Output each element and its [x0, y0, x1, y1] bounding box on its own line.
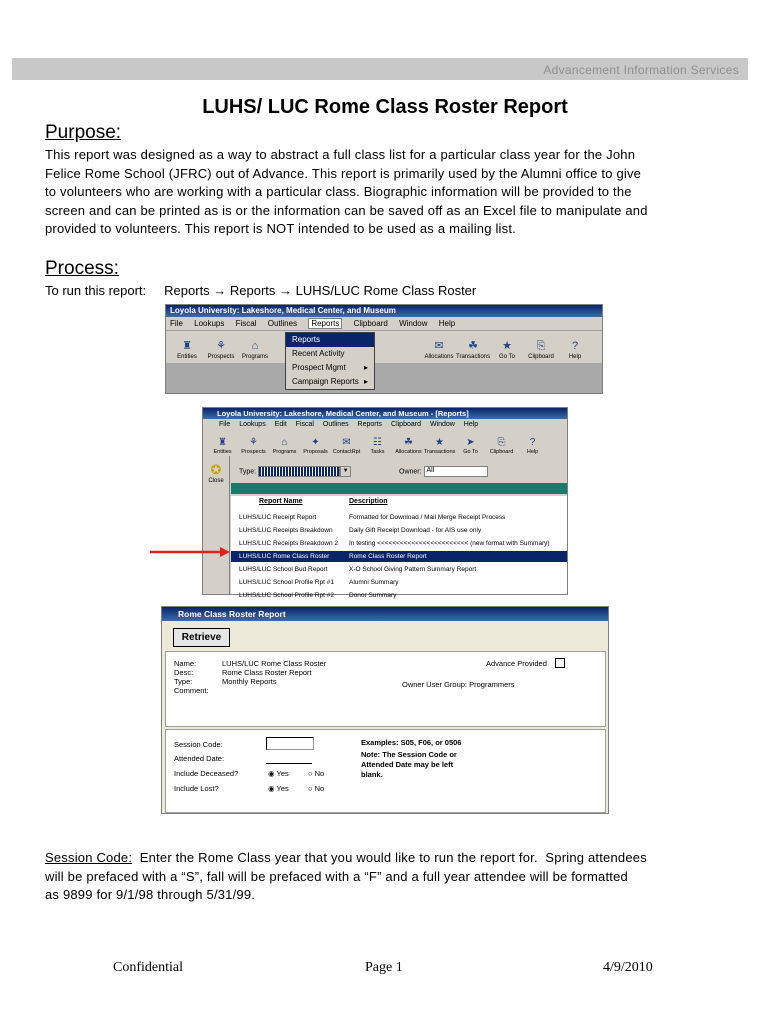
deceased-no-radio[interactable] [308, 769, 324, 778]
list-item[interactable] [231, 525, 567, 536]
menu-item-campaign-reports[interactable] [286, 375, 374, 389]
footer-date: 4/9/2010 [603, 960, 653, 975]
screenshot-report-parameters [161, 606, 609, 814]
type-label: Type: [239, 468, 257, 476]
button-label: ContactRpt [332, 449, 361, 455]
toolbar-prospects-button[interactable] [204, 339, 238, 361]
purpose-line: provided to volunteers. This report is NOT intended to be used as a mailing list. [45, 221, 516, 236]
radio-empty-icon: ○ [308, 784, 313, 793]
type-value: Monthly Reports [222, 677, 277, 686]
attended-date-label: Attended Date: [174, 754, 225, 763]
run-label: To run this report: [45, 283, 147, 298]
button-label: Clipboard [528, 354, 554, 360]
type-filter [239, 466, 351, 477]
window-title: Loyola University: Lakeshore, Medical Center, and Museum [166, 305, 602, 317]
transactions-icon: ★ [435, 437, 444, 448]
report-name: LUHS/LUC Receipt Report [239, 514, 317, 521]
button-label: Proposals [303, 449, 328, 455]
toolbar-proposals-button[interactable] [300, 436, 331, 456]
purpose-text [45, 146, 735, 239]
lost-yes-radio[interactable] [268, 784, 289, 793]
toolbar-tasks-button[interactable] [362, 436, 393, 456]
list-item[interactable] [231, 590, 567, 601]
list-item[interactable] [231, 538, 567, 549]
toolbar-allocations-button[interactable] [422, 339, 456, 361]
report-name: LUHS/LUC Receipts Breakdown 2 [239, 540, 338, 547]
button-label: Help [568, 354, 582, 360]
header-bar [12, 58, 748, 80]
menu-window[interactable]: Window [399, 319, 428, 328]
button-label: Help [526, 449, 539, 455]
report-desc: Alumni Summary [349, 579, 399, 586]
menu-help[interactable]: Help [438, 319, 456, 328]
org-name: Advancement Information Services [543, 63, 739, 77]
owner-select[interactable]: All [424, 466, 488, 477]
report-desc: Donor Summary [349, 592, 397, 599]
toolbar-transactions-button[interactable] [456, 339, 490, 361]
run-instructions [45, 283, 476, 298]
note-line: Note: The Session Code or [361, 750, 457, 759]
report-name: LUHS/LUC Rome Class Roster [239, 553, 330, 560]
session-text: Enter the Rome Class year that you would like to run the report for. Spring attendees [132, 850, 647, 865]
button-label: Allocations [424, 354, 454, 360]
menu-edit[interactable]: Edit [274, 421, 287, 428]
programs-icon: ⌂ [251, 340, 259, 352]
name-value: LUHS/LUC Rome Class Roster [222, 659, 327, 668]
menu-lookups[interactable]: Lookups [194, 319, 225, 328]
button-label: Transactions [456, 354, 491, 360]
button-label: Tasks [370, 449, 385, 455]
toolbar-entities-button[interactable] [170, 339, 204, 361]
toolbar [203, 430, 567, 456]
submenu-arrow-icon: ▸ [363, 363, 368, 372]
button-label: Clipboard [489, 449, 514, 455]
document-title: LUHS/ LUC Rome Class Roster Report [202, 96, 568, 118]
button-label: Entities [177, 354, 197, 360]
attended-date-input[interactable] [266, 763, 312, 764]
report-name: LUHS/LUC Receipts Breakdown [239, 527, 333, 534]
button-label: Allocations [395, 449, 422, 455]
session-code-paragraph [45, 849, 735, 905]
owner-label: Owner: [399, 468, 422, 476]
parameters-panel [165, 729, 606, 813]
include-lost-label: Include Lost? [174, 784, 219, 793]
session-code-input[interactable] [266, 737, 314, 750]
session-line: will be prefaced with a “S”, fall will be prefaced with a “F” and a full year attendee will be formatted [45, 868, 628, 884]
toolbar-prospects-button[interactable] [238, 436, 269, 456]
menu-reports[interactable]: Reports [308, 318, 342, 329]
button-label: Programs [272, 449, 297, 455]
toolbar-entities-button[interactable] [207, 436, 238, 456]
button-label: Go To [499, 354, 515, 360]
goto-icon: ★ [502, 340, 512, 352]
menu-bar [203, 419, 567, 430]
radio-empty-icon: ○ [308, 769, 313, 778]
button-label: Programs [241, 354, 268, 360]
window-title: Rome Class Roster Report [162, 607, 608, 621]
menu-bar [166, 317, 602, 331]
session-code-label: Session Code: [174, 740, 223, 749]
toolbar-programs-button[interactable] [269, 436, 300, 456]
retrieve-button[interactable]: Retrieve [173, 628, 230, 647]
menu-fiscal[interactable]: Fiscal [235, 319, 257, 328]
advance-provided-label: Advance Provided [486, 659, 547, 668]
toolbar-contactrpt-button[interactable] [331, 436, 362, 456]
toolbar-help-button[interactable] [517, 436, 548, 456]
toolbar-goto-button[interactable] [490, 339, 524, 361]
type-label: Type: [174, 677, 193, 686]
screenshot-reports-menu [165, 304, 603, 394]
process-heading: Process: [45, 258, 119, 279]
report-name: LUHS/LUC School Profile Rpt #2 [239, 592, 335, 599]
report-list [231, 496, 567, 599]
desc-label: Desc: [174, 668, 194, 677]
column-header-description: Description [349, 498, 388, 505]
menu-item-label: Prospect Mgmt [292, 363, 346, 372]
purpose-heading: Purpose: [45, 122, 122, 143]
report-desc: Rome Class Roster Report [349, 553, 427, 560]
menu-outlines[interactable]: Outlines [267, 319, 298, 328]
report-desc: X-O School Giving Pattern Summary Report [349, 566, 477, 573]
deceased-yes-radio[interactable] [268, 769, 289, 778]
list-item[interactable] [231, 512, 567, 523]
footer-page-number: Page 1 [365, 960, 403, 975]
menu-window[interactable]: Window [429, 421, 455, 428]
owner-group-label: Owner User Group: Programmers [402, 680, 515, 689]
clipboard-icon: ⎘ [536, 340, 546, 352]
report-info-panel [165, 651, 606, 727]
toolbar-help-button[interactable] [558, 339, 592, 361]
column-header-name: Report Name [259, 498, 303, 505]
menu-clipboard[interactable]: Clipboard [391, 421, 421, 428]
help-icon: ? [571, 340, 579, 352]
button-label: Prospects [241, 449, 266, 455]
menu-lookups[interactable]: Lookups [239, 421, 266, 428]
menu-help[interactable]: Help [463, 421, 479, 428]
name-label: Name: [174, 659, 197, 668]
toolbar [166, 331, 602, 361]
prospects-icon: ⚘ [216, 340, 226, 352]
radio-label: Yes [276, 784, 289, 793]
reports-dropdown [285, 332, 375, 390]
radio-label: Yes [276, 769, 289, 778]
toolbar-allocations-button[interactable] [393, 436, 424, 456]
purpose-line: Felice Rome School (JFRC) out of Advance. This report is primarily used by the Alumni office to give [45, 165, 642, 181]
clipboard-icon: ⎘ [497, 437, 506, 448]
purpose-line: This report was designed as a way to abstract a full class list for a particular class year for the John [45, 147, 636, 162]
button-label: Go To [463, 449, 478, 455]
report-name: LUHS/LUC School Bud Report [239, 566, 328, 573]
report-desc: Formatted for Download / Mail Merge Receipt Process [349, 514, 506, 521]
tasks-icon: ☷ [373, 437, 382, 448]
radio-selected-icon: ◉ [268, 784, 275, 793]
goto-icon: ➤ [466, 437, 475, 448]
radio-label: No [314, 784, 325, 793]
window-title: Loyola University: Lakeshore, Medical Center, and Museum - [Reports] [203, 408, 567, 419]
close-label: Close [208, 478, 224, 484]
purpose-line: screen and can be printed as is or the information can be saved off as an Excel file to manipulate and [45, 202, 648, 218]
menu-item-reports[interactable]: Reports [286, 333, 374, 347]
include-deceased-label: Include Deceased? [174, 769, 239, 778]
run-path: Reports → Reports → LUHS/LUC Rome Class Roster [164, 283, 477, 298]
toolbar-programs-button[interactable] [238, 339, 272, 361]
examples-text: Examples: S05, F06, or 0506 [361, 738, 462, 747]
menu-fiscal[interactable]: Fiscal [295, 421, 314, 428]
note-line: blank. [361, 770, 383, 779]
type-select[interactable] [258, 466, 340, 477]
report-desc: Daily Gift Receipt Download - for AIS use only [349, 527, 482, 534]
list-item[interactable] [231, 564, 567, 575]
prospects-icon: ⚘ [249, 437, 258, 448]
session-label: Session Code: [45, 850, 133, 865]
advance-provided-checkbox[interactable] [555, 658, 565, 668]
owner-filter [399, 466, 488, 477]
screenshot-reports-list [202, 407, 568, 599]
toolbar-clipboard-button[interactable] [524, 339, 558, 361]
toolbar-clipboard-button[interactable] [486, 436, 517, 456]
toolbar-goto-button[interactable] [455, 436, 486, 456]
chevron-down-icon[interactable]: ▼ [340, 466, 351, 477]
desc-value: Rome Class Roster Report [222, 668, 312, 677]
session-line: as 9899 for 9/1/98 through 5/31/99. [45, 887, 256, 902]
submenu-arrow-icon: ▸ [363, 377, 368, 386]
close-icon[interactable]: ✪ [210, 462, 222, 477]
list-header-bar [231, 483, 567, 494]
radio-selected-icon: ◉ [268, 769, 275, 778]
help-icon: ? [529, 437, 536, 448]
contact-report-icon: ✉ [342, 437, 351, 448]
side-panel [203, 456, 230, 594]
allocations-icon: ☘ [404, 437, 413, 448]
entities-icon: ♜ [218, 437, 227, 448]
button-label: Transactions [424, 449, 456, 455]
menu-item-prospect-mgmt[interactable] [286, 361, 374, 375]
purpose-line: to volunteers who are working with a particular class. Biographic information will be provided to the [45, 184, 632, 199]
menu-item-recent-activity[interactable]: Recent Activity [292, 349, 345, 358]
allocations-icon: ✉ [434, 340, 444, 352]
menu-file[interactable]: File [170, 319, 183, 328]
lost-no-radio[interactable] [308, 784, 324, 793]
red-arrow-icon [150, 547, 230, 557]
entities-icon: ♜ [182, 340, 192, 352]
menu-outlines[interactable]: Outlines [322, 421, 349, 428]
menu-item-label: Campaign Reports [292, 377, 359, 386]
workspace-area [166, 363, 602, 393]
note-line: Attended Date may be left [361, 760, 454, 769]
proposals-icon: ✦ [311, 437, 320, 448]
toolbar-transactions-button[interactable] [424, 436, 455, 456]
menu-file[interactable]: File [219, 421, 231, 428]
footer-confidential: Confidential [113, 960, 183, 975]
programs-icon: ⌂ [281, 437, 288, 448]
session-line [45, 849, 735, 868]
report-name: LUHS/LUC School Profile Rpt #1 [239, 579, 335, 586]
menu-clipboard[interactable]: Clipboard [353, 319, 388, 328]
transactions-icon: ☘ [468, 340, 478, 352]
list-item[interactable] [231, 577, 567, 588]
radio-label: No [314, 769, 325, 778]
button-label: Prospects [207, 354, 235, 360]
menu-reports[interactable]: Reports [357, 421, 383, 428]
comment-label: Comment: [174, 686, 209, 695]
list-item-selected[interactable] [231, 551, 567, 562]
report-desc: In testing <<<<<<<<<<<<<<<<<<<<<<<< (new format with Summary) [349, 540, 550, 547]
button-label: Entities [213, 449, 232, 455]
